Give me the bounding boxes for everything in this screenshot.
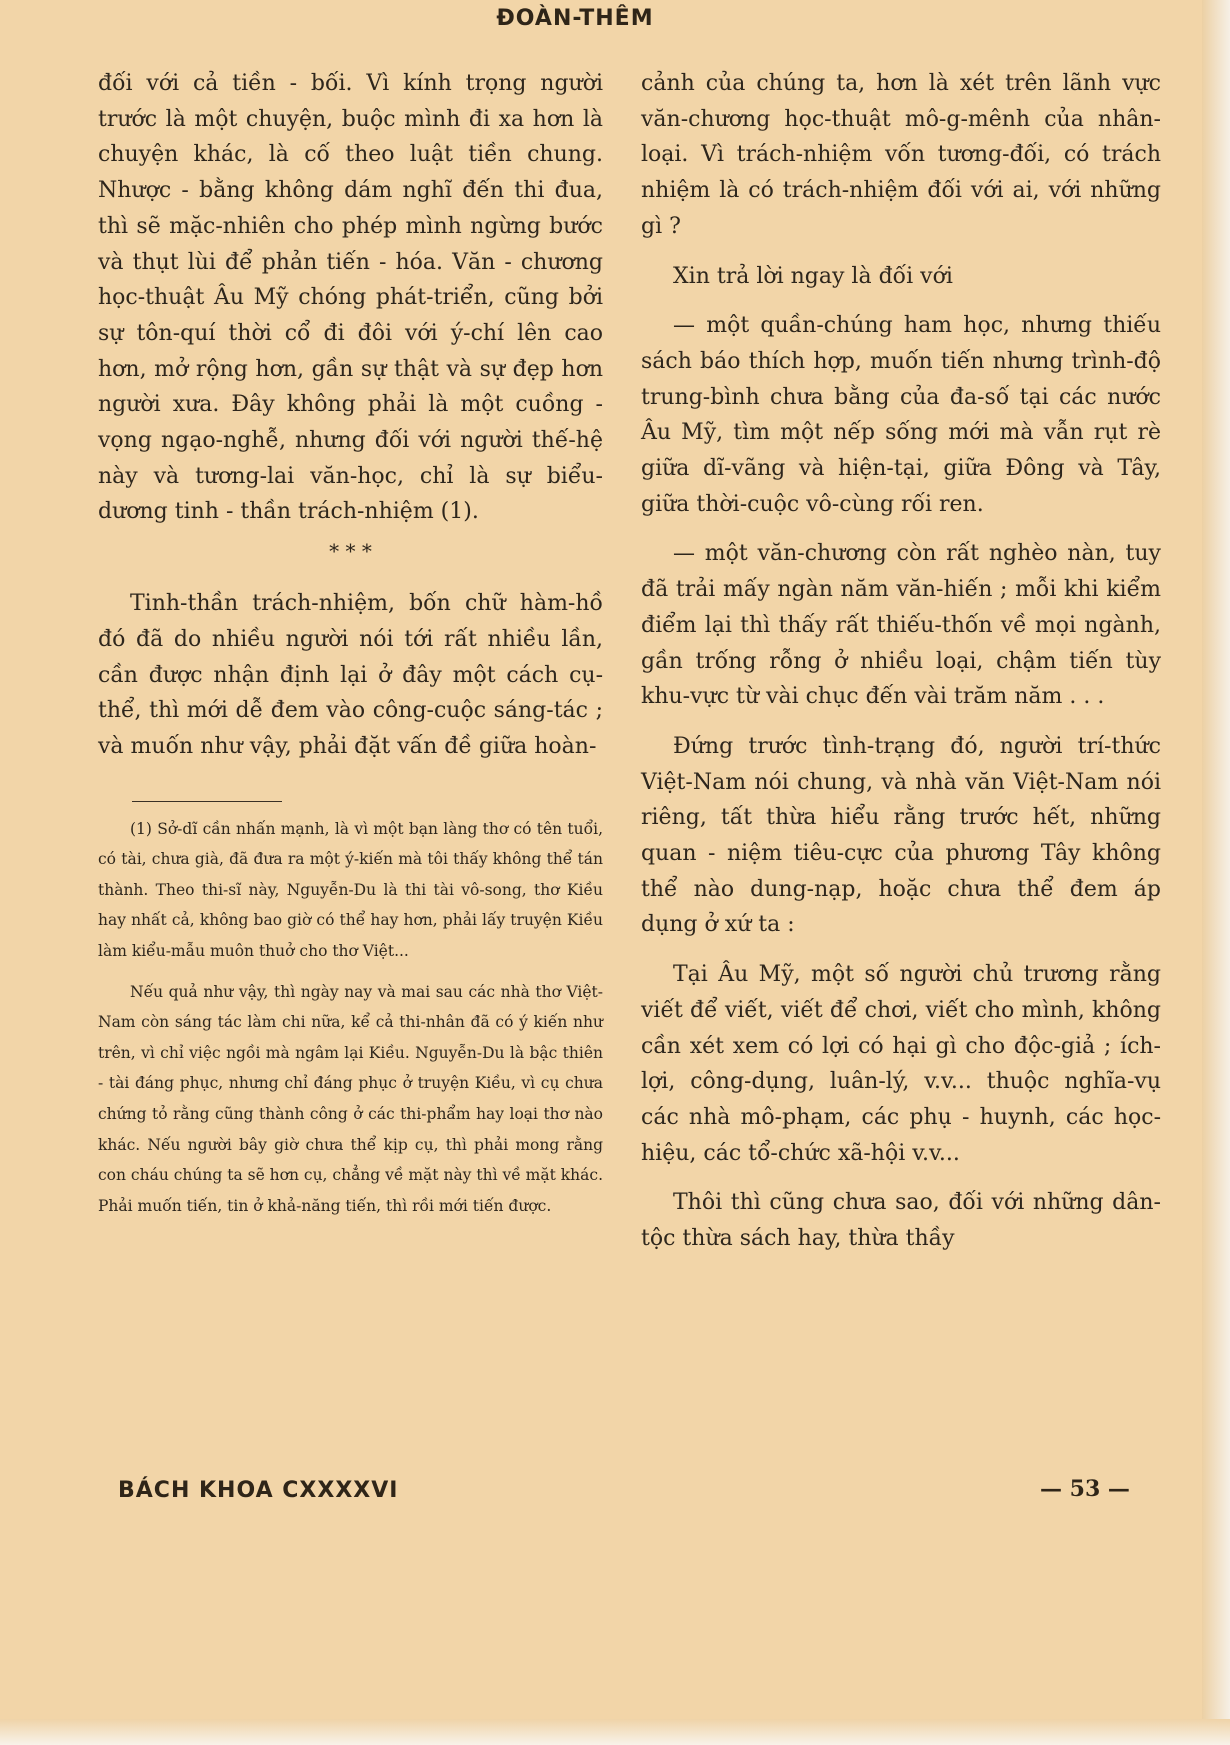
right-paragraph-1: cảnh của chúng ta, hơn là xét trên lãnh vực văn-chương học-thuật mô-g-mênh của nhân-loại. Vì trách-nhiệm vốn tương-đối, có trách nhiệm là có trách-nhiệm đối với ai, với những gì ? [641, 71, 1161, 239]
footnote-1: (1) Sở-dĩ cần nhấn mạnh, là vì một bạn làng thơ có tên tuổi, có tài, chưa già, đã đưa ra một ý-kiến mà tôi thấy không thể tán thành. Theo thi-sĩ này, Nguyễn-Du là thi tài vô-song, thơ Kiều hay nhất cả, không bao giờ có thể hay hơn, phải lấy truyện Kiều làm kiểu-mẫu muôn thuở cho thơ Việt... [98, 819, 603, 961]
footnote-2: Nếu quả như vậy, thì ngày nay và mai sau các nhà thơ Việt-Nam còn sáng tác làm chi nữa, kể cả thi-nhân đã có ý kiến như trên, vì chỉ việc ngồi mà ngâm lại Kiều. Nguyễn-Du là bậc thiên - tài đáng phục, nhưng chỉ đáng phục ở truyện Kiều, vì cụ chưa chứng tỏ rằng cũng thành công ở các thi-phẩm hay loại thơ nào khác. Nếu người bây giờ chưa thể kịp cụ, thì phải mong rằng con cháu chúng ta sẽ hơn cụ, chẳng về mặt này thì về mặt khác. Phải muốn tiến, tin ở khả-năng tiến, thì rồi mới tiến được. [98, 982, 603, 1215]
publication-name: BÁCH KHOA CXXXXVI [118, 1478, 399, 1503]
page-number: — 53 — [1040, 1476, 1130, 1502]
right-paragraph-7: Thôi thì cũng chưa sao, đối với những dân-tộc thừa sách hay, thừa thầy [641, 1190, 1161, 1252]
left-paragraph-2: Tinh-thần trách-nhiệm, bốn chữ hàm-hồ đó đã do nhiều người nói tới rất nhiều lần, cần được nhận định lại ở đây một cách cụ-thể, thì mới dễ đem vào công-cuộc sáng-tác ; và muốn như vậy, phải đặt vấn đề giữa hoàn- [98, 591, 603, 759]
page-edge-right [1202, 0, 1230, 1745]
right-paragraph-4: — một văn-chương còn rất nghèo nàn, tuy đã trải mấy ngàn năm văn-hiến ; mỗi khi kiểm điểm lại thì thấy rất thiếu-thốn về mọi ngành, gần trống rỗng ở nhiều loại, chậm tiến tùy khu-vực từ vài chục đến vài trăm năm . . . [641, 541, 1161, 710]
right-paragraph-5: Đứng trước tình-trạng đó, người trí-thức Việt-Nam nói chung, và nhà văn Việt-Nam nói riêng, tất thừa hiểu rằng trước hết, những quan - niệm tiêu-cực của phương Tây không thể nào dung-nạp, hoặc chưa thể đem áp dụng ở xứ ta : [641, 733, 1161, 938]
right-paragraph-2: Xin trả lời ngay là đối với [673, 263, 953, 289]
running-head: ĐOÀN-THÊM [496, 6, 654, 31]
page-edge-bottom [0, 1719, 1230, 1745]
right-column [641, 66, 1161, 1257]
right-paragraph-6: Tại Âu Mỹ, một số người chủ trương rằng viết để viết, viết để chơi, viết cho mình, không cần xét xem có lợi có hại gì cho độc-giả ; ích-lợi, công-dụng, luân-lý, v.v... thuộc nghĩa-vụ các nhà mô-phạm, các phụ - huynh, các học-hiệu, các tổ-chức xã-hội v.v... [641, 962, 1161, 1166]
footnote-rule [132, 801, 282, 802]
footnote-block [98, 814, 603, 1222]
left-paragraph-1: đối với cả tiền - bối. Vì kính trọng người trước là một chuyện, buộc mình đi xa hơn là chuyện khác, là cố theo luật tiền chung. Nhược - bằng không dám nghĩ đến thi đua, thì sẽ mặc-nhiên cho phép mình ngừng bước và thụt lùi để phản tiến - hóa. Văn - chương học-thuật Âu Mỹ chóng phát-triển, cũng bởi sự tôn-quí thời cổ đi đôi với ý-chí lên cao hơn, mở rộng hơn, gần sự thật và sự đẹp hơn người xưa. Đây không phải là một cuồng - vọng ngạo-nghễ, nhưng đối với người thế-hệ này và tương-lai văn-học, chỉ là sự biểu-dương tinh - thần trách-nhiệm (1). [98, 71, 603, 525]
section-separator [98, 538, 603, 564]
separator-text: * * * [329, 539, 372, 564]
right-paragraph-3: — một quần-chúng ham học, nhưng thiếu sách báo thích hợp, muốn tiến nhưng trình-độ trung-bình chưa bằng của đa-số tại các nước Âu Mỹ, tìm một nếp sống mới mà vẫn rụt rè giữa dĩ-vãng và hiện-tại, giữa Đông và Tây, giữa thời-cuộc vô-cùng rối ren. [641, 313, 1161, 517]
left-column [98, 66, 603, 1221]
